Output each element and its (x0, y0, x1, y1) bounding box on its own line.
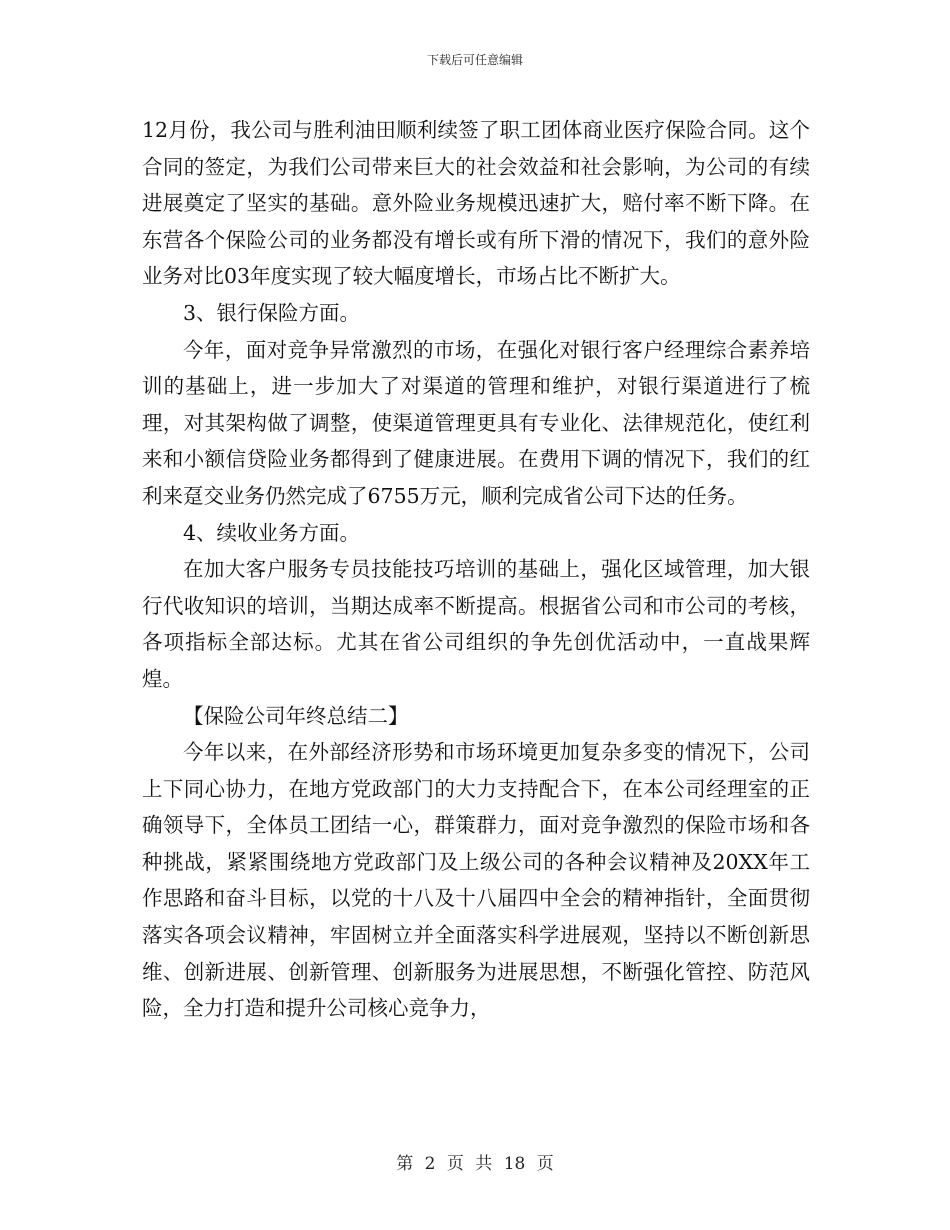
paragraph-summary-two: 今年以来，在外部经济形势和市场环境更加复杂多变的情况下，公司上下同心协力，在地方党政部门的大力支持配合下，在本公司经理室的正确领导下，全体员工团结一心，群策群力，面对竞争激烈的保险市场和各种挑战，紧紧围绕地方党政部门及上级公司的各种会议精神及20XX年工作思路和奋斗目标，以党的十八及十八届四中全会的精神指针，全面贯彻落实各项会议精神，牢固树立并全面落实科学进展观，坚持以不断创新思维、创新进展、创新管理、创新服务为进展思想，不断强化管控、防范风险，全力打造和提升公司核心竞争力， (142, 740, 810, 1021)
section-title-summary-two: 【保险公司年终总结二】 (183, 703, 409, 728)
page-header: 下载后可任意编辑 (426, 53, 523, 67)
paragraph-continuation: 12月份，我公司与胜利油田顺利续签了职工团体商业医疗保险合同。这个合同的签定，为我们公司带来巨大的社会效益和社会影响，为公司的有续进展奠定了坚实的基础。意外险业务规模迅速扩大，赔付率不断下降。在东营各个保险公司的业务都没有增长或有所下滑的情况下，我们的意外险业务对比03年度实现了较大幅度增长，市场占比不断扩大。 (142, 118, 810, 289)
page-footer: 第 2 页 共 18 页 (396, 1154, 554, 1174)
paragraph-renewal: 在加大客户服务专员技能技巧培训的基础上，强化区域管理，加大银行代收知识的培训，当期达成率不断提高。根据省公司和市公司的考核，各项指标全部达标。尤其在省公司组织的争先创优活动中，一直战果辉煌。 (142, 557, 810, 691)
section-heading-bank-insurance: 3、银行保险方面。 (183, 300, 361, 325)
paragraph-bank-insurance: 今年，面对竞争异常激烈的市场，在强化对银行客户经理综合素养培训的基础上，进一步加大了对渠道的管理和维护，对银行渠道进行了梳理，对其架构做了调整，使渠道管理更具有专业化、法律规范化，使红利来和小额信贷险业务都得到了健康进展。在费用下调的情况下，我们的红利来趸交业务仍然完成了6755万元，顺利完成省公司下达的任务。 (142, 337, 810, 508)
section-heading-renewal: 4、续收业务方面。 (183, 520, 361, 545)
document-body (142, 112, 810, 1027)
